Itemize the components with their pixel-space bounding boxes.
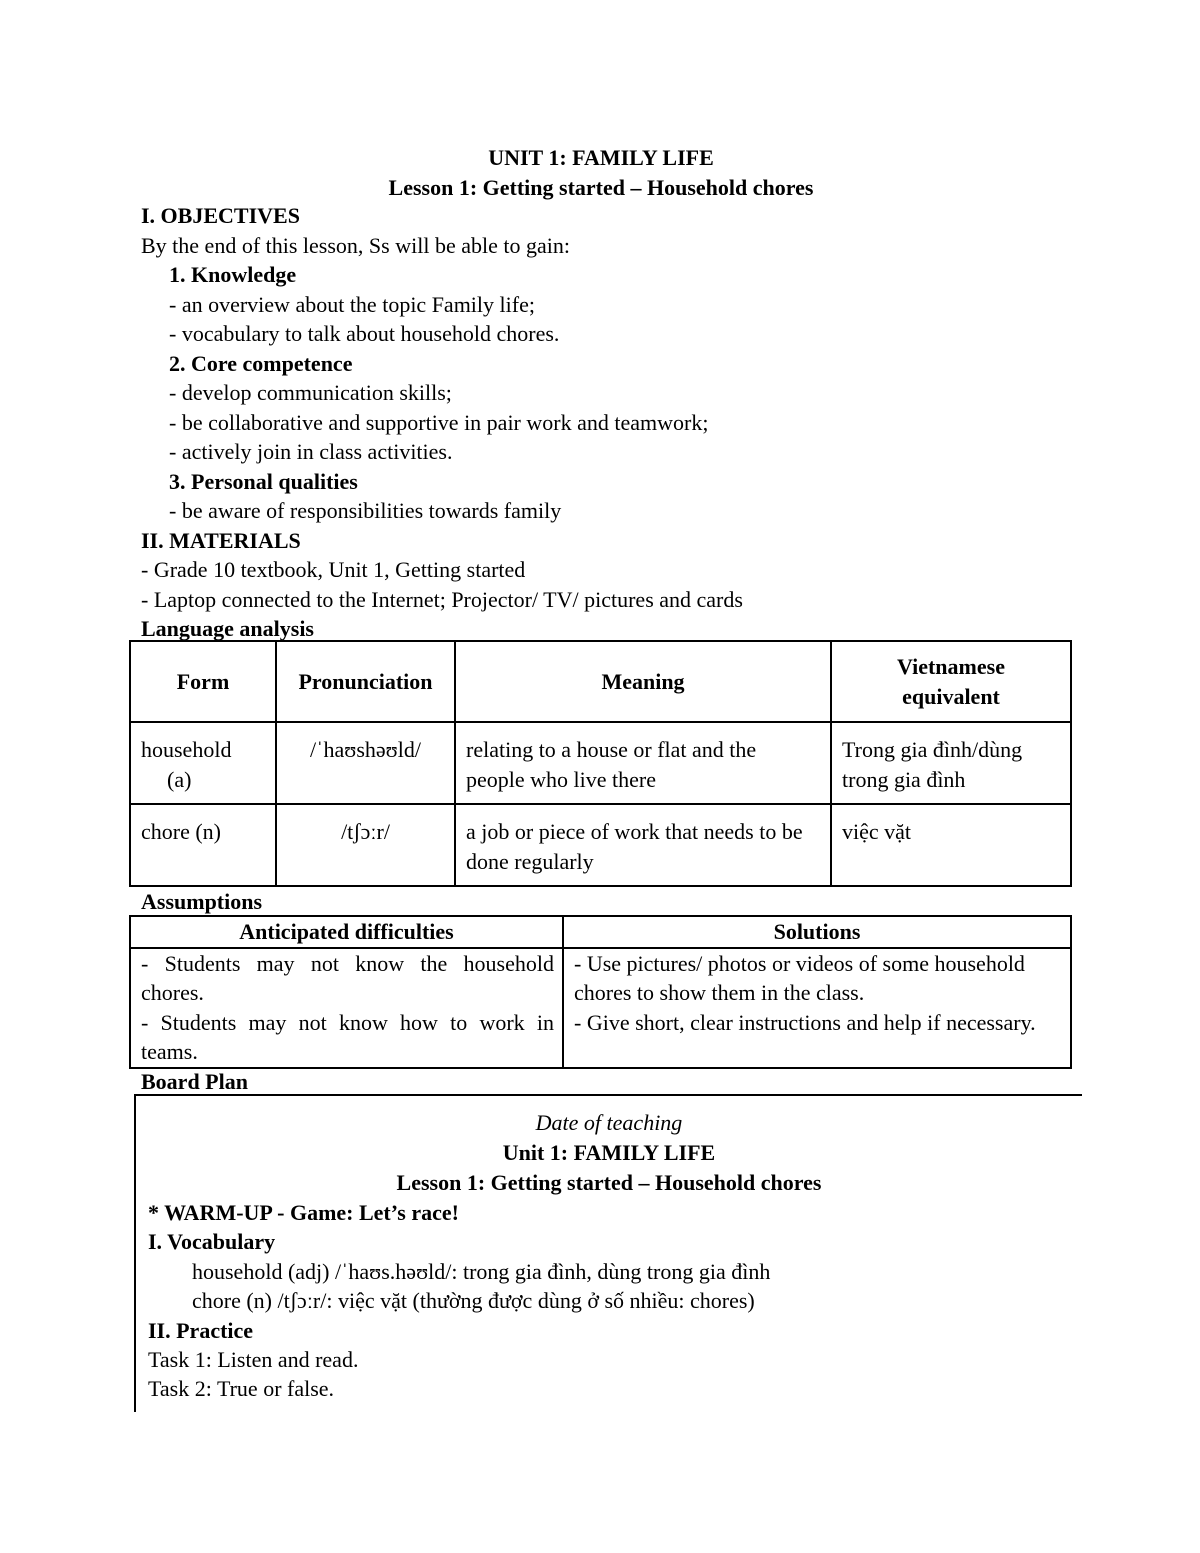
knowledge-item: - an overview about the topic Family life; xyxy=(169,291,535,317)
table-row xyxy=(130,722,1071,804)
form-cell xyxy=(130,722,276,804)
objectives-section xyxy=(141,201,1081,644)
meaning-cell: a job or piece of work that needs to be done regularly xyxy=(455,804,831,886)
solution-item: - Use pictures/ photos or videos of some household chores to show them in the class. xyxy=(574,950,1025,1005)
page-title: UNIT 1: FAMILY LIFE xyxy=(488,145,714,170)
board-unit-title: Unit 1: FAMILY LIFE xyxy=(502,1140,716,1165)
board-plan-box xyxy=(134,1094,1082,1412)
column-header-vietnamese: Vietnamese equivalent xyxy=(831,641,1071,722)
objectives-intro: By the end of this lesson, Ss will be able to gain: xyxy=(141,232,570,258)
pronunciation-cell: /tʃɔːr/ xyxy=(276,804,455,886)
competence-item: - actively join in class activities. xyxy=(169,439,453,464)
knowledge-item: - vocabulary to talk about household chores. xyxy=(169,321,560,346)
competence-item: - be collaborative and supportive in pair work and teamwork; xyxy=(169,409,709,435)
column-header-solutions: Solutions xyxy=(563,916,1071,948)
solution-item: - Give short, clear instructions and help if necessary. xyxy=(574,1009,1036,1035)
vocab-item: chore (n) /tʃɔːr/: việc vặt (thường được dùng ở số nhiều: chores) xyxy=(192,1288,755,1313)
vocab-item: household (adj) /ˈhaʊs.həʊld/: trong gia đình, dùng trong gia đình xyxy=(192,1259,771,1284)
pronunciation-cell: /ˈhaʊshəʊld/ xyxy=(276,722,455,804)
table-header-row xyxy=(130,641,1071,722)
difficulty-item: - Students may not know the household chores. xyxy=(141,950,554,1005)
table-row xyxy=(130,948,1071,1068)
competence-item: - develop communication skills; xyxy=(169,380,452,405)
date-of-teaching: Date of teaching xyxy=(535,1110,683,1135)
solutions-cell xyxy=(563,948,1071,1068)
competence-heading: 2. Core competence xyxy=(169,350,353,376)
board-plan-heading: Board Plan xyxy=(141,1069,248,1094)
materials-item: - Grade 10 textbook, Unit 1, Getting started xyxy=(141,557,526,582)
board-lesson-title: Lesson 1: Getting started – Household chores xyxy=(396,1170,822,1195)
column-header-pronunciation: Pronunciation xyxy=(276,641,455,722)
objectives-heading: I. OBJECTIVES xyxy=(141,203,300,228)
meaning-cell: relating to a house or flat and the people who live there xyxy=(455,722,831,804)
form-cell: chore (n) xyxy=(130,804,276,886)
language-analysis-heading: Language analysis xyxy=(141,616,314,641)
table-row xyxy=(130,804,1071,886)
column-header-difficulties: Anticipated difficulties xyxy=(130,916,563,948)
warmup-line: * WARM-UP - Game: Let’s race! xyxy=(148,1200,459,1225)
vietnamese-cell: việc vặt xyxy=(831,804,1071,886)
assumptions-table xyxy=(129,915,1072,1069)
form-pos: (a) xyxy=(167,766,192,792)
knowledge-heading: 1. Knowledge xyxy=(169,262,297,287)
materials-item: - Laptop connected to the Internet; Projector/ TV/ pictures and cards xyxy=(141,586,743,612)
task-item: Task 2: True or false. xyxy=(148,1376,335,1401)
materials-heading: II. MATERIALS xyxy=(141,527,301,553)
language-analysis-table xyxy=(129,640,1072,887)
qualities-heading: 3. Personal qualities xyxy=(169,468,358,494)
vietnamese-cell: Trong gia đình/dùng trong gia đình xyxy=(831,722,1071,804)
column-header-form: Form xyxy=(130,641,276,722)
lesson-title: Lesson 1: Getting started – Household chores xyxy=(388,175,814,200)
form-word: household xyxy=(141,737,232,762)
table-header-row xyxy=(130,916,1071,948)
practice-heading: II. Practice xyxy=(148,1318,254,1343)
assumptions-heading: Assumptions xyxy=(141,889,263,914)
difficulty-item: - Students may not know how to work in teams. xyxy=(141,1009,554,1064)
qualities-item: - be aware of responsibilities towards family xyxy=(169,498,562,523)
difficulties-cell xyxy=(130,948,563,1068)
column-header-meaning: Meaning xyxy=(455,641,831,722)
task-item: Task 1: Listen and read. xyxy=(148,1347,359,1372)
vocabulary-heading: I. Vocabulary xyxy=(148,1229,276,1254)
